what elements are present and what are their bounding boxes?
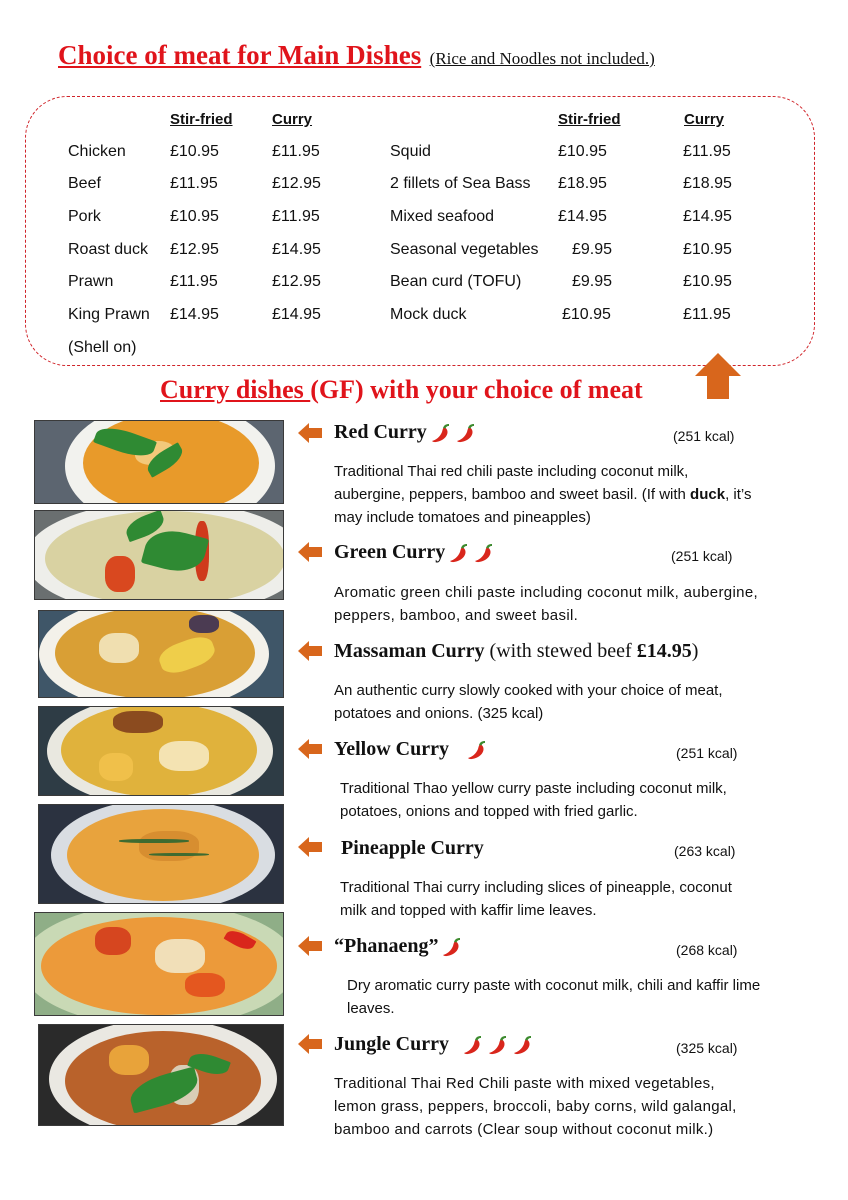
chili-pepper-icon xyxy=(466,739,488,761)
chili-pepper-icon xyxy=(487,1034,509,1056)
dish-name-massaman-curry xyxy=(334,640,698,663)
chili-pepper-icon xyxy=(448,542,470,564)
dish-description: Dry aromatic curry paste with coconut milk, chili and kaffir lime leaves. xyxy=(347,977,761,1017)
dish-note-end: ) xyxy=(691,640,699,662)
chili-rating xyxy=(459,1033,534,1055)
chili-pepper-icon xyxy=(455,422,477,444)
meat-name: 2 fillets of Sea Bass xyxy=(390,175,531,192)
dish-name-text: Green Curry xyxy=(334,541,446,563)
curry-section-title-underlined: Curry dishes xyxy=(160,375,311,404)
curry-price: £10.95 xyxy=(683,241,732,258)
left-arrow-icon xyxy=(298,936,322,956)
stir-fried-price: £10.95 xyxy=(170,208,219,225)
chili-pepper-icon xyxy=(462,1034,484,1056)
stir-fried-price: £9.95 xyxy=(572,241,613,258)
right-curry-header: Curry xyxy=(684,111,725,128)
chili-rating xyxy=(445,541,495,563)
meat-name: Pork xyxy=(68,208,101,225)
stir-fried-price: £14.95 xyxy=(558,208,607,225)
pineapple-curry-photo xyxy=(38,804,284,904)
curry-section-title-rest: (GF) with your choice of meat xyxy=(310,375,643,404)
left-curry-header: Curry xyxy=(272,111,313,128)
page-title: Choice of meat for Main Dishes xyxy=(58,40,422,70)
stir-fried-price: £9.95 xyxy=(572,273,613,290)
stir-fried-price: £11.95 xyxy=(170,175,218,192)
dish-kcal: (325 kcal) xyxy=(676,1040,738,1056)
curry-price: £14.95 xyxy=(272,241,321,258)
dish-name-red-curry xyxy=(334,421,477,444)
meat-name: Prawn xyxy=(68,273,114,290)
stir-fried-price: £14.95 xyxy=(170,306,219,323)
meat-name: Squid xyxy=(390,143,431,160)
dish-name-text: Red Curry xyxy=(334,421,427,443)
stir-fried-price: £11.95 xyxy=(170,273,218,290)
meat-name: Mixed seafood xyxy=(390,208,495,225)
chili-pepper-icon xyxy=(441,936,463,958)
meat-name: Chicken xyxy=(68,143,126,160)
curry-price: £11.95 xyxy=(683,143,731,160)
meat-name: Bean curd (TOFU) xyxy=(390,273,522,290)
dish-description: Aromatic green chili paste including coconut milk, aubergine, peppers, bamboo, and sweet basil. xyxy=(334,584,759,624)
meat-name: Beef xyxy=(68,175,101,192)
meat-name: King Prawn xyxy=(68,306,150,323)
dish-name-pineapple-curry xyxy=(341,837,484,860)
left-stir-fried-header: Stir-fried xyxy=(170,111,233,128)
dish-name-phanaeng xyxy=(334,935,463,958)
dish-name-text: Massaman Curry xyxy=(334,640,485,662)
dish-name-text: Jungle Curry xyxy=(334,1033,449,1055)
dish-name-yellow-curry xyxy=(334,738,488,761)
meat-name: Mock duck xyxy=(390,306,467,323)
chili-rating xyxy=(438,935,463,957)
chili-rating xyxy=(463,738,488,760)
dish-name-jungle-curry xyxy=(334,1033,534,1056)
desc-bold-text: duck xyxy=(690,486,726,503)
red-curry-photo xyxy=(34,420,284,504)
left-arrow-icon xyxy=(298,542,322,562)
curry-price: £12.95 xyxy=(272,175,321,192)
stir-fried-price: £18.95 xyxy=(558,175,607,192)
dish-note: (with stewed beef xyxy=(489,640,637,662)
dish-kcal: (251 kcal) xyxy=(671,548,733,564)
left-arrow-icon xyxy=(298,641,322,661)
meat-name: Roast duck xyxy=(68,241,149,258)
dish-kcal: (268 kcal) xyxy=(676,942,738,958)
jungle-curry-photo xyxy=(38,1024,284,1126)
dish-description: An authentic curry slowly cooked with your choice of meat, potatoes and onions. (325 kcal) xyxy=(334,682,723,722)
dish-name-text: Yellow Curry xyxy=(334,738,449,760)
curry-price: £14.95 xyxy=(683,208,732,225)
page-title-note: (Rice and Noodles not included.) xyxy=(429,49,655,68)
curry-price: £14.95 xyxy=(272,306,321,323)
right-stir-fried-header: Stir-fried xyxy=(558,111,621,128)
dish-price: £14.95 xyxy=(636,640,692,662)
curry-price: £11.95 xyxy=(683,306,731,323)
dish-kcal: (251 kcal) xyxy=(676,745,738,761)
green-curry-photo xyxy=(34,510,284,600)
dish-description: Traditional Thao yellow curry paste including coconut milk, potatoes, onions and topped with fried garlic. xyxy=(340,780,727,820)
stir-fried-price: £12.95 xyxy=(170,241,219,258)
chili-rating xyxy=(427,421,477,443)
menu-header xyxy=(58,40,655,71)
curry-price: £11.95 xyxy=(272,208,320,225)
curry-price: £10.95 xyxy=(683,273,732,290)
dish-name-text: “Phanaeng” xyxy=(334,935,439,957)
curry-price: £12.95 xyxy=(272,273,321,290)
dish-description: Traditional Thai curry including slices of pineapple, coconut milk and topped with kaffir lime leaves. xyxy=(340,879,732,919)
massaman-curry-photo xyxy=(38,610,284,698)
desc-text: Traditional Thai red chili paste including coconut milk, aubergine, peppers, bamboo and sweet basil. (If with xyxy=(334,463,691,503)
dish-kcal: (263 kcal) xyxy=(674,843,736,859)
dish-name-green-curry xyxy=(334,541,495,564)
left-arrow-icon xyxy=(298,739,322,759)
chili-pepper-icon xyxy=(430,422,452,444)
curry-price: £18.95 xyxy=(683,175,732,192)
dish-description xyxy=(334,460,760,529)
left-arrow-icon xyxy=(298,423,322,443)
up-arrow-icon xyxy=(694,352,742,400)
yellow-curry-photo xyxy=(38,706,284,796)
phanaeng-curry-photo xyxy=(34,912,284,1016)
left-arrow-icon xyxy=(298,837,322,857)
stir-fried-price: £10.95 xyxy=(170,143,219,160)
chili-pepper-icon xyxy=(473,542,495,564)
dish-name-text: Pineapple Curry xyxy=(341,837,484,859)
curry-price: £11.95 xyxy=(272,143,320,160)
desc-text: , it’s may include tomatoes and pineapples) xyxy=(334,486,752,526)
meat-footnote: (Shell on) xyxy=(68,339,137,356)
dish-description: Traditional Thai Red Chili paste with mixed vegetables, lemon grass, peppers, broccoli, baby corns, wild galangal, bamboo and carrots (Clear soup without coconut milk.) xyxy=(334,1075,737,1138)
dish-kcal: (251 kcal) xyxy=(673,428,735,444)
meat-name: Seasonal vegetables xyxy=(390,241,539,258)
left-arrow-icon xyxy=(298,1034,322,1054)
meat-choice-box xyxy=(25,96,815,366)
stir-fried-price: £10.95 xyxy=(562,306,611,323)
stir-fried-price: £10.95 xyxy=(558,143,607,160)
curry-section-title xyxy=(160,375,643,405)
chili-pepper-icon xyxy=(512,1034,534,1056)
